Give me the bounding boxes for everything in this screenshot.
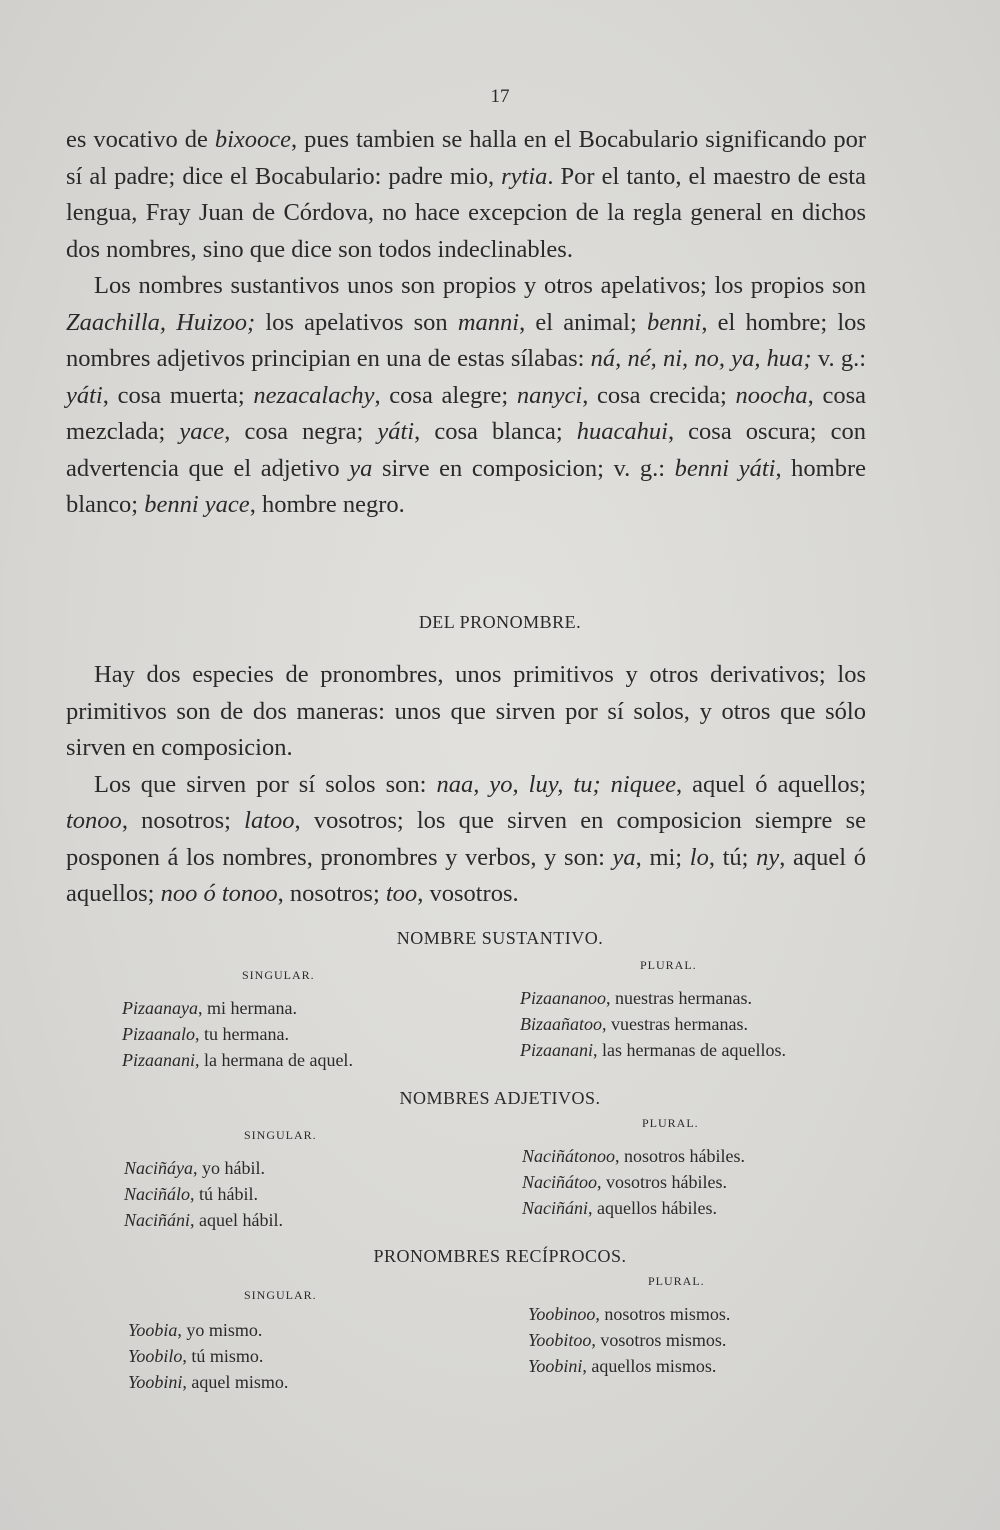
pronombre-text xyxy=(66,657,866,913)
section-heading-pronombre: DEL PRONOMBRE. xyxy=(418,612,582,632)
table-entry: Yoobinoo, nosotros mismos. xyxy=(528,1304,731,1324)
table-entry: Naciñátoo, vosotros hábiles. xyxy=(522,1172,727,1192)
plural-label: PLURAL. xyxy=(642,1116,699,1130)
paragraph: Hay dos especies de pronombres, unos primitivos y otros derivativos; los primitivos son de dos maneras: unos que sirven por sí solos, y otros que sólo sirven en composicion. xyxy=(66,661,866,761)
paragraph: Los que sirven por sí solos son: naa, yo, luy, tu; niquee, aquel ó aquellos; tonoo, nosotros; latoo, vosotros; los que sirven en composicion siempre se posponen á los nombres, pronombres y verbos, y son: ya, mi; lo, tú; ny, aquel ó aquellos; noo ó tonoo, nosotros; too, vosotros. xyxy=(66,770,867,907)
table-entry: Naciñáni, aquellos hábiles. xyxy=(522,1198,717,1218)
table-entry: Naciñáni, aquel hábil. xyxy=(124,1210,283,1230)
table-entry: Yoobia, yo mismo. xyxy=(128,1320,263,1340)
table-entry: Yoobilo, tú mismo. xyxy=(128,1346,264,1366)
paragraph: es vocativo de bixoocе, pues tambien se halla en el Bocabulario significando por sí al padre; dice el Bocabulario: padre mio, rytia. Por el tanto, el maestro de esta lengua, Fray Juan de Córdova, no hace excepcion de la regla general en dichos dos nombres, sino que dice son todos indeclinables. xyxy=(66,126,866,263)
table-entry: Pizaananoo, nuestras hermanas. xyxy=(520,988,752,1008)
singular-label: SINGULAR. xyxy=(242,968,315,982)
table-entry: Naciñátonoo, nosotros hábiles. xyxy=(522,1146,745,1166)
table-entry: Naciñáya, yo hábil. xyxy=(124,1158,265,1178)
singular-label: SINGULAR. xyxy=(244,1128,317,1142)
intro-text xyxy=(66,122,866,524)
table-entry: Pizaanani, la hermana de aquel. xyxy=(122,1050,353,1070)
table-entry: Bizaañatoo, vuestras hermanas. xyxy=(520,1014,748,1034)
table-entry: Pizaanaya, mi hermana. xyxy=(122,998,297,1018)
plural-label: PLURAL. xyxy=(640,958,697,972)
table-entry: Pizaanani, las hermanas de aquellos. xyxy=(520,1040,786,1060)
table-entry: Pizaanalo, tu hermana. xyxy=(122,1024,289,1044)
table-heading: PRONOMBRES RECÍPROCOS. xyxy=(373,1246,627,1266)
table-entry: Naciñálo, tú hábil. xyxy=(124,1184,258,1204)
table-entry: Yoobini, aquellos mismos. xyxy=(528,1356,717,1376)
page-number: 17 xyxy=(490,86,510,107)
table-heading: NOMBRE SUSTANTIVO. xyxy=(396,928,604,948)
table-entry: Yoobitoo, vosotros mismos. xyxy=(528,1330,727,1350)
paragraph: Los nombres sustantivos unos son propios y otros apelativos; los propios son Zaachilla, Huizoo; los apelativos son manni, el animal; benni, el hombre; los nombres adjetivos principian en una de estas sílabas: ná, né, ni, no, ya, hua; v. g.: yáti, cosa muerta; nezacalachy, cosa alegre; nanyci, cosa crecida; noocha, cosa mezclada; yace, cosa negra; yáti, cosa blanca; huacahui, cosa oscura; con advertencia que el adjetivo ya sirve en composicion; v. g.: benni yáti, hombre blanco; benni yace, hombre negro. xyxy=(66,272,866,518)
plural-label: PLURAL. xyxy=(648,1274,705,1288)
singular-label: SINGULAR. xyxy=(244,1288,317,1302)
table-heading: NOMBRES ADJETIVOS. xyxy=(399,1088,601,1108)
table-entry: Yoobini, aquel mismo. xyxy=(128,1372,289,1392)
